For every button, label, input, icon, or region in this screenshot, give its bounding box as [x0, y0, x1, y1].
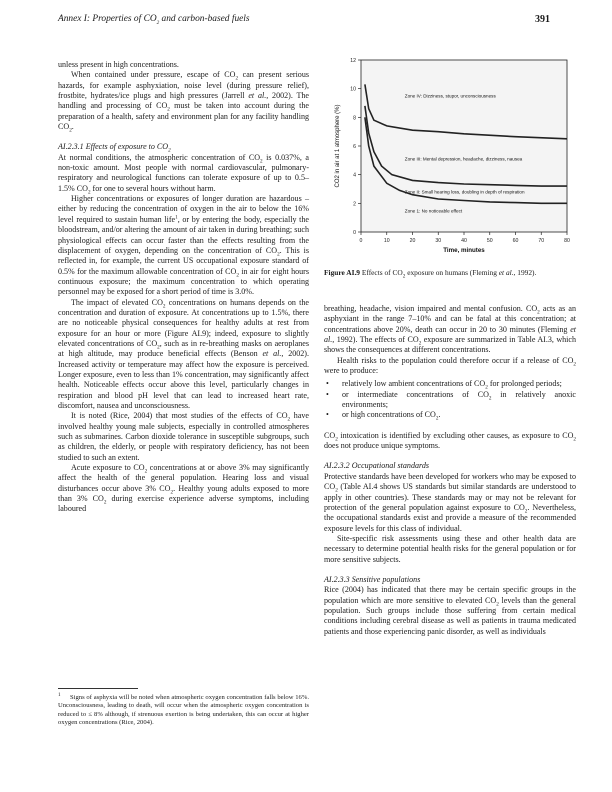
y-tick-label: 12 [350, 58, 356, 64]
list-item: • or high concentrations of $CO_2$. [324, 410, 576, 420]
zone-annotation-1: Zone IV: Dizziness, stupor, unconsciousness [404, 93, 496, 99]
footnote: 1 Signs of asphyxia will be noted when atmospheric oxygen concentration falls below 16%. Unconsciousness, leading to death, will occur when the atmospheric oxygen concentration is reduced to ≤ 8% although, if strenuous exertion is being undertaken, this can occur at higher oxygen concentrations (Rice, 2004). [58, 691, 309, 727]
y-tick-label: 8 [353, 115, 356, 122]
y-tick-label: 4 [353, 172, 356, 179]
paragraph: Acute exposure to $CO_2$ concentrations at or above 3% may significantly affect the health of the general population. Hearing loss and visual disturbances occur above 3% $CO_2$. Healthy young adults exposed to more than 3% $CO_2$ during exercise experience adverse symptoms, including laboured [58, 463, 309, 514]
paragraph: At normal conditions, the atmospheric concentration of $CO_2$ is 0.037%, a non-toxic amount. Most people with normal cardiovascular, pulmonary-respiratory and neurological functions can tolerate exposure of up to 0.5–1.5% $CO_2$ for one to several hours without harm. [58, 152, 309, 196]
x-tick-label: 60 [512, 238, 519, 244]
zone-annotation-4: Zone 1: No noticeable effect [404, 208, 463, 214]
section-heading: AI.2.3.3 Sensitive populations [324, 574, 421, 584]
paragraph: unless present in high concentrations. [58, 60, 179, 69]
paragraph: $CO_2$ intoxication is identified by excluding other causes, as exposure to $CO_2$ does not produce unique symptoms. [324, 430, 576, 451]
x-tick-label: 10 [383, 238, 390, 244]
paragraph: Higher concentrations or exposures of longer duration are hazardous – either by reducing the concentration of oxygen in the air to below the 16% level required to sustain human life$^1$, or by entering the body, especially the bloodstream, and/or altering the amount of air taken in during breathing; such physiological effects can occur faster than the effects resulting from the displacement of oxygen, depending on the concentration of $CO_2$. This is reflected in, for example, the current US occupational exposure standard of 0.5% for the maximum allowable concentration of $CO_2$ in air for eight hours continuous exposure; the maximum concentration to which operating personnel may be exposed for a short period of time is 3.0%. [58, 194, 309, 297]
paragraph: Rice (2004) has indicated that there may be certain specific groups in the population which are more sensitive to elevated $CO_2$ levels than the general population. Such groups include those suffering from certain medical conditions including cerebral disease as well as patients in trauma medicated patients and those experiencing panic disorder, as well as individuals [324, 585, 576, 636]
plot-frame [361, 60, 567, 232]
y-tick-label: 6 [353, 144, 356, 150]
co2-exposure-chart [323, 52, 577, 260]
running-header: Annex I: Properties of $CO_2$ and carbon-based fuels [58, 14, 250, 26]
y-tick-label: 10 [350, 86, 356, 93]
x-tick-label: 70 [538, 238, 545, 244]
zone-annotation-2: Zone III: Mental depression, headache, dizziness, nausea [404, 156, 523, 162]
y-axis-label: CO2 in air at 1 atmosphere (%) [335, 104, 341, 188]
bullet-list [324, 379, 576, 423]
paragraph: It is noted (Rice, 2004) that most studies of the effects of $CO_2$ have involved healthy young male subjects, especially in controlled atmospheres such as submarines. Carbon dioxide tolerance in susceptible subgroups, such as children, the elderly, or people with respiratory deficiency, has not been studied to such an extent. [58, 411, 309, 462]
section-heading: AI.2.3.2 Occupational standards [324, 461, 429, 471]
x-axis-label: Time, minutes [443, 247, 485, 254]
paragraph: Protective standards have been developed for workers who may be exposed to $CO_2$ (Table AI.4 shows US standards but similar standards are understood to apply in other countries). These standards may or may not be relevant for protection of the general population against exposure to $CO_2$. Nevertheless, the occupational standards exist and provide a measure of the recommended exposure levels for this class of individual. [324, 471, 576, 533]
left-column [58, 60, 309, 515]
paragraph: Health risks to the population could therefore occur if a release of $CO_2$ were to produce: [324, 355, 576, 376]
list-item: • or intermediate concentrations of $CO_2$ in relatively anoxic environments; [324, 390, 576, 411]
paragraph: The impact of elevated $CO_2$ concentrations on humans depends on the concentration and duration of exposure. At concentrations up to 1.5%, there are no noticeable physical consequences for healthy adults at rest from exposure for an hour or more (Figure AI.9); indeed, exposure to slightly elevated concentrations of $CO_2$, such as in re-breathing masks on aeroplanes at high altitude, may produce beneficial effects (Benson et al., 2002). Increased activity or temperature may affect how the exposure is perceived. Longer exposure, even to less than 1% concentration, may significantly affect health. Noticeable effects occur above this level, particularly changes in respiration and blood pH level that can lead to increased heart rate, discomfort, nausea and unconsciousness. [58, 297, 309, 410]
right-column [324, 304, 576, 637]
paragraph: When contained under pressure, escape of $CO_2$ can present serious hazards, for example asphyxiation, noise level (during pressure relief), frostbite, hydrates/ice plugs and high pressures (Jarrell et al., 2002). The handling and processing of $CO_2$ must be taken into account during the preparation of a health, safety and environment plan for any facility handling $CO_2$. [58, 70, 309, 134]
section-heading: AI.2.3.1 Effects of exposure to $CO_2$ [58, 142, 171, 155]
y-tick-label: 0 [353, 230, 356, 236]
list-item: • relatively low ambient concentrations of $CO_2$ for prolonged periods; [324, 379, 576, 389]
x-tick-label: 30 [435, 238, 442, 244]
footnote-rule [58, 688, 138, 689]
zone-annotation-3: Zone II: Small hearing loss, doubling in depth of respiration [404, 189, 525, 195]
figure-caption: Figure AI.9 Effects of $CO_2$ exposure on humans (Fleming et al., 1992). [324, 268, 537, 280]
paragraph: breathing, headache, vision impaired and mental confusion. $CO_2$ acts as an asphyxiant in the range 7–10% and can be fatal at this concentration; at concentrations above 20%, death can occur in 20 to 30 minutes (Fleming et al., 1992). The effects of $CO_2$ exposure are summarized in Table AI.3, which shows the consequences at different concentrations. [324, 304, 577, 355]
paragraph: Site-specific risk assessments using these and other health data are necessary to determine potential health risks for the general population or for more sensitive subjects. [324, 533, 576, 564]
x-tick-label: 40 [461, 238, 467, 244]
x-tick-label: 20 [409, 238, 416, 244]
x-tick-label: 0 [359, 238, 363, 244]
x-tick-label: 80 [564, 238, 570, 244]
x-tick-label: 50 [486, 238, 493, 244]
page-number: 391 [535, 14, 550, 25]
y-tick-label: 2 [353, 201, 356, 208]
